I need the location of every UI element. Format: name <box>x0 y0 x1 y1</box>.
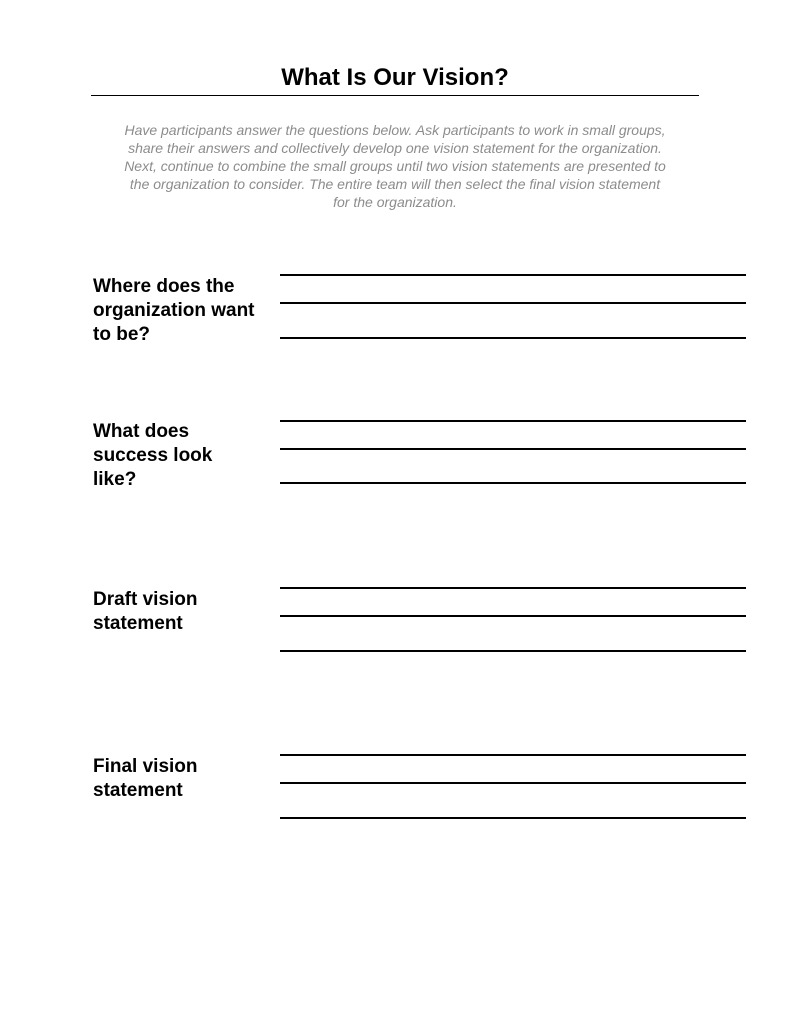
title-underline <box>91 95 699 96</box>
question-label-line: statement <box>93 780 183 801</box>
answer-line[interactable] <box>280 302 746 304</box>
answer-line[interactable] <box>280 782 746 784</box>
question-label-line: Where does the <box>93 276 235 297</box>
instructions-line: share their answers and collectively develop one vision statement for the organization. <box>128 140 662 156</box>
question-label-line: What does <box>93 421 190 442</box>
question-label-line: Draft vision <box>93 589 198 610</box>
instructions-line: the organization to consider. The entire team will then select the final vision statement <box>129 176 661 192</box>
instructions-line: for the organization. <box>333 194 457 210</box>
page-title: What Is Our Vision? <box>281 64 509 91</box>
question-label-line: Final vision <box>93 756 198 777</box>
question-label <box>93 755 283 803</box>
question-label <box>93 588 283 636</box>
question-label-line: statement <box>93 613 183 634</box>
answer-line[interactable] <box>280 754 746 756</box>
question-label-line: to be? <box>93 324 150 345</box>
question-label <box>93 275 283 347</box>
question-label-line: like? <box>93 469 137 490</box>
instructions-line: Have participants answer the questions below. Ask participants to work in small groups, <box>124 122 666 138</box>
answer-line[interactable] <box>280 482 746 484</box>
instructions-line: Next, continue to combine the small groups until two vision statements are presented to <box>124 158 666 174</box>
answer-line[interactable] <box>280 337 746 339</box>
answer-line[interactable] <box>280 448 746 450</box>
answer-line[interactable] <box>280 420 746 422</box>
answer-line[interactable] <box>280 817 746 819</box>
answer-line[interactable] <box>280 274 746 276</box>
question-label-line: success look <box>93 445 213 466</box>
question-label <box>93 420 283 492</box>
answer-line[interactable] <box>280 650 746 652</box>
instructions-paragraph <box>80 121 710 211</box>
answer-line[interactable] <box>280 587 746 589</box>
answer-line[interactable] <box>280 615 746 617</box>
question-label-line: organization want <box>93 300 255 321</box>
